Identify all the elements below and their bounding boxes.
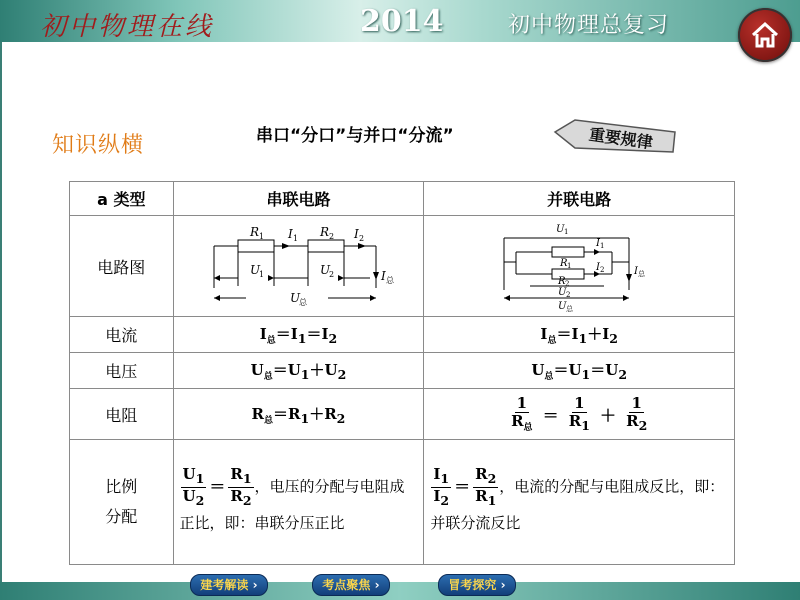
f-d: 1 [297,331,307,346]
series-circuit-cell [173,216,424,317]
label-u1-sub: 1 [259,270,265,279]
home-button[interactable] [738,8,792,62]
frac-den [431,488,451,508]
rule-tag [553,118,677,154]
s: 1 [487,492,497,508]
equals-sign: ＝ [454,477,471,496]
table-row-circuit [70,216,735,317]
header-banner [0,0,800,42]
parallel-ratio-text: ，电流的分配与电阻成反比，即：并联分流反比 [430,477,725,532]
brand-logo: 初中物理在线 [40,12,215,42]
label-pu2: U [558,287,567,298]
f-e: ＝U [590,361,619,379]
f-d: 1 [300,367,310,382]
frac-num [473,466,498,487]
nav-button-3-label: 冒考探究 [448,578,497,592]
f-e: ＋U [309,361,338,379]
s: 1 [242,471,252,487]
header-type: a 类型 [70,182,174,216]
v: I [433,465,441,484]
nav-button-3[interactable] [438,574,516,596]
series-resistance-formula [173,389,424,440]
label-r1: R [250,225,260,239]
label-pitotal: I [634,266,639,277]
s: 2 [440,492,450,508]
series-current-formula [173,317,424,353]
label-pi1: I [596,238,601,249]
label-itotal-sub: 总 [386,276,395,285]
label-r1-sub: 1 [259,232,265,241]
f-a: U [531,361,545,379]
f-e: ＋R [309,404,337,423]
label-i1: I [288,227,294,241]
frac-den-var: R [568,411,582,430]
f-a: R [251,404,264,423]
f-d: 1 [300,410,310,426]
label-u2: U [320,263,331,277]
label-u2-sub: 2 [329,270,335,279]
s: 2 [487,471,497,487]
s: 1 [195,471,205,487]
f-a: I [259,325,267,343]
label-r2: R [320,225,330,239]
frac-num: 1 [574,393,585,412]
label-pr2: R [558,276,566,287]
header-series: 串联电路 [173,182,424,216]
f-f: 2 [337,367,347,382]
f-b: 总 [263,372,273,382]
table-row-resistance [70,389,735,440]
label-pi2: I [596,262,601,273]
frac-den [181,488,207,508]
f-f: 2 [609,331,618,346]
frac-i [431,466,451,508]
label-pr2-sub: 2 [565,280,570,288]
frac-den [473,488,498,508]
f-c: ＝U [553,361,582,379]
f-b: 总 [264,415,274,426]
label-pitotal-sub: 总 [638,270,646,278]
frac-r2 [624,395,649,434]
label-r2-sub: 2 [329,232,335,241]
label-pr1: R [560,258,568,269]
series-ratio-text: ，电压的分配与电阻成正比，即：串联分压正比 [179,477,405,532]
frac-den-sub: 总 [523,422,533,433]
parallel-current-formula [424,317,735,353]
frac-den [567,413,592,433]
home-icon [750,20,780,50]
label-pi2-sub: 2 [600,266,605,274]
s: 1 [440,471,450,487]
v: R [230,486,243,505]
label-pr1-sub: 1 [567,262,572,270]
table-row-voltage [70,353,735,389]
f-b: 总 [266,336,276,346]
label-pu2-sub: 2 [566,291,571,299]
course-title: 初中物理总复习 [508,13,670,38]
equals-sign: ＝ [542,405,559,425]
v: R [230,465,243,484]
left-rule [0,42,2,582]
frac-den-var: R [626,411,639,430]
series-circuit-diagram [178,216,418,312]
v: I [433,486,441,505]
frac-num [181,466,207,487]
footer-bar [0,582,800,600]
table-row-current [70,317,735,353]
label-u1: U [250,263,261,277]
frac-num: 1 [516,393,528,412]
row-label-circuit: 电路图 [70,216,174,317]
v: U [182,486,196,505]
s: 2 [195,492,205,508]
parallel-resistance-formula [424,389,735,440]
f-c: ＝U [272,361,301,379]
label-i2-sub: 2 [359,234,365,243]
frac-den [509,413,534,433]
frac-den [228,488,253,508]
label-utotal-sub: 总 [299,298,308,307]
frac-r [228,466,253,508]
f-f: 2 [336,410,346,426]
label-pu1: U [556,224,565,235]
series-voltage-formula [173,353,424,389]
header-row [70,182,735,216]
frac-num [228,466,253,487]
f-d: 1 [578,331,588,346]
parallel-circuit-diagram [494,216,664,312]
chevron-right-icon: › [496,578,506,592]
frac-u [181,466,207,508]
f-f: 2 [328,331,338,346]
row-label-ratio [70,440,174,565]
label-putotal: U [558,301,567,312]
label-i1-sub: 1 [293,234,299,243]
slide-title: 串口“分口”与并口“分流” [256,126,454,146]
label-itotal: I [381,269,387,283]
chevron-right-icon: › [370,578,380,592]
f-d: 1 [581,367,591,382]
rule-tag-label: 重要规律 [587,124,654,153]
frac-den [624,413,649,433]
row-label-ratio-1: 比例 [105,477,138,496]
v: R [475,465,488,484]
f-f: 2 [618,367,628,382]
s: 2 [242,492,252,508]
f-c: ＝I [556,325,579,343]
equals-sign: ＝ [209,477,226,496]
table-row-ratio [70,440,735,565]
v: R [475,486,488,505]
f-c: ＝R [273,404,301,423]
series-ratio-cell [173,440,424,565]
frac-r1 [567,395,592,434]
label-putotal-sub: 总 [566,305,574,312]
f-b: 总 [544,372,554,382]
year-label: 2014 [360,4,444,39]
plus-sign: ＋ [600,405,617,425]
frac-num: 1 [631,393,642,412]
frac-den-var: R [511,411,524,430]
label-pu1-sub: 1 [564,228,569,236]
nav-button-1-label: 建考解读 [200,578,249,592]
parallel-ratio-cell [424,440,735,565]
label-i2: I [354,227,360,241]
header-parallel: 并联电路 [424,182,735,216]
label-pi1-sub: 1 [600,242,605,250]
row-label-resistance: 电阻 [70,389,174,440]
f-a: I [540,325,548,343]
frac-den-sub: 1 [581,417,590,433]
section-label: 知识纵横 [52,133,145,158]
chevron-right-icon: › [248,578,258,592]
frac-total [509,395,534,434]
nav-button-2-label: 考点聚焦 [322,578,371,592]
frac-r [473,466,498,508]
nav-button-1[interactable] [190,574,268,596]
parallel-circuit-cell [424,216,735,317]
comparison-table [69,181,735,565]
frac-den-sub: 2 [638,417,648,433]
f-e: ＋I [587,325,610,343]
row-label-ratio-2: 分配 [105,507,138,526]
f-e: ＝I [306,325,329,343]
f-b: 总 [547,336,557,346]
f-c: ＝I [275,325,298,343]
nav-button-2[interactable] [312,574,390,596]
frac-num [431,466,451,487]
parallel-voltage-formula [424,353,735,389]
v: U [182,465,196,484]
row-label-voltage: 电压 [70,353,174,389]
row-label-current: 电流 [70,317,174,353]
label-utotal: U [290,291,301,305]
f-a: U [250,361,264,379]
